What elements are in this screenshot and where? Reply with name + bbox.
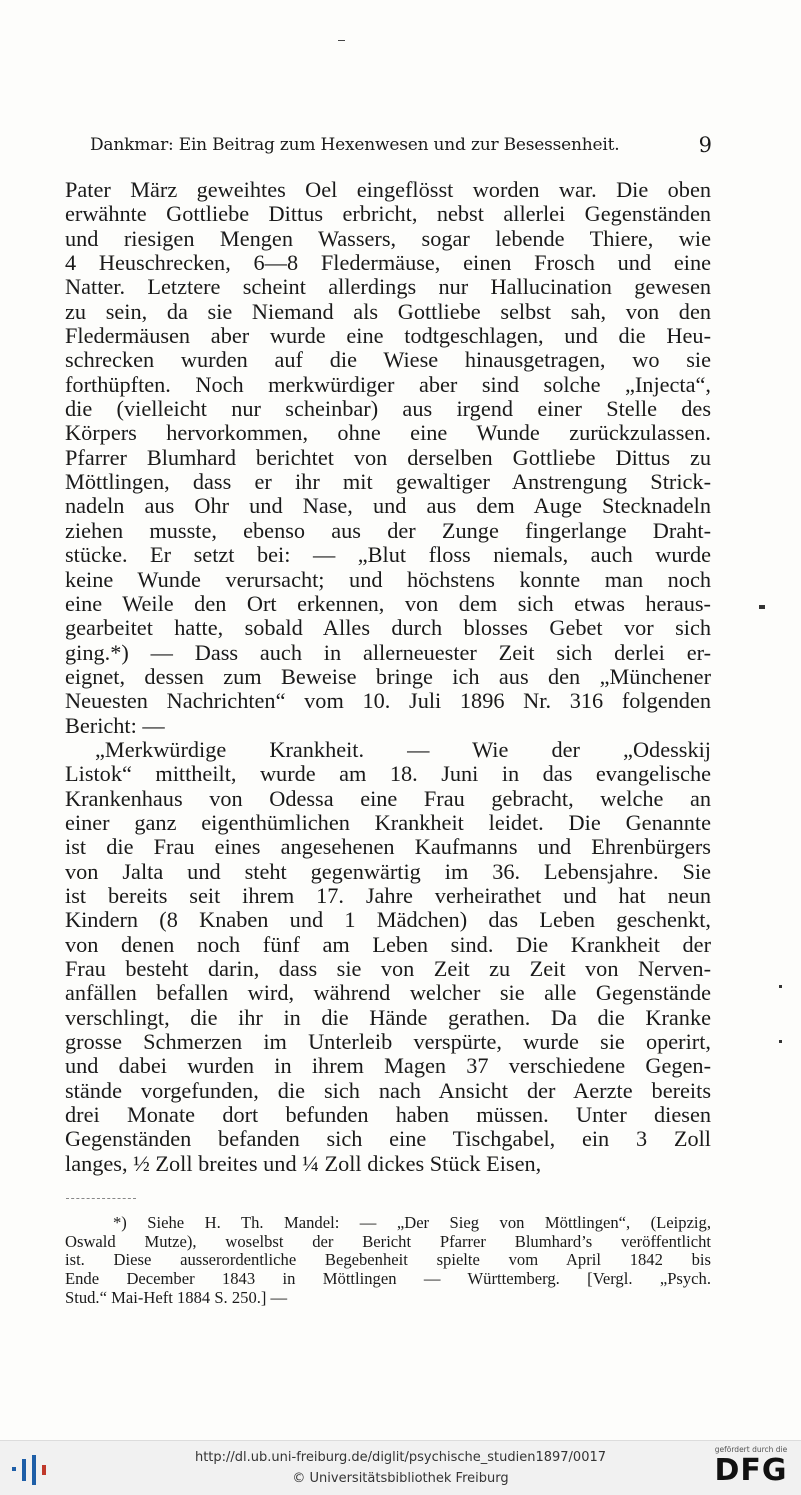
text-line: ist bereits seit ihrem 17. Jahre verheirathet und hat neun [65, 882, 711, 908]
text-line: eignet, dessen zum Beweise bringe ich aus den „Münchener [65, 663, 711, 689]
text-line: zu sein, da sie Niemand als Gottliebe selbst sah, von den [65, 298, 711, 324]
text-line: und riesigen Mengen Wassers, sogar lebende Thiere, wie [65, 225, 711, 251]
dfg-logo-text: DFG [714, 1453, 788, 1488]
margin-mark [779, 1040, 782, 1043]
text-line: ist die Frau eines angesehenen Kaufmanns und Ehrenbürgers [65, 834, 711, 860]
footnote-line: ist. Diese ausserordentliche Begebenheit spielte vom April 1842 bis [65, 1250, 711, 1270]
text-line: Natter. Letztere scheint allerdings nur Hallucination gewesen [65, 274, 711, 300]
text-line: grosse Schmerzen im Unterleib verspürte, wurde sie operirt, [65, 1029, 711, 1055]
text-line: die (vielleicht nur scheinbar) aus irgend einer Stelle des [65, 396, 711, 422]
text-line: von denen noch fünf am Leben sind. Die Krankheit der [65, 931, 711, 957]
body-text [65, 178, 711, 1176]
footnote-separator [66, 1198, 136, 1200]
footnote-line: Ende December 1843 in Möttlingen — Württemberg. [Vergl. „Psych. [65, 1269, 711, 1289]
page-number: 9 [698, 133, 712, 157]
dfg-logo [709, 1445, 793, 1491]
text-line: Gegenständen befanden sich eine Tischgabel, ein 3 Zoll [65, 1126, 711, 1152]
text-line: erwähnte Gottliebe Dittus erbricht, nebst allerlei Gegenständen [65, 201, 711, 227]
text-line: Neuesten Nachrichten“ vom 10. Juli 1896 Nr. 316 folgenden [65, 688, 711, 714]
text-line: nadeln aus Ohr und Nase, und aus dem Auge Stecknadeln [65, 493, 711, 519]
text-line: Körpers hervorkommen, ohne eine Wunde zurückzulassen. [65, 420, 711, 446]
copyright-notice: © Universitätsbibliothek Freiburg [292, 1471, 509, 1486]
viewer-footer [0, 1440, 801, 1495]
scan-mark [338, 40, 345, 41]
text-line: stände vorgefunden, die sich nach Ansicht der Aerzte bereits [65, 1077, 711, 1103]
footnote-line: Stud.“ Mai-Heft 1884 S. 250.] — [65, 1287, 288, 1307]
text-line: langes, ½ Zoll breites und ¼ Zoll dickes Stück Eisen, [65, 1150, 542, 1176]
margin-mark [779, 985, 782, 988]
running-header-title: Dankmar: Ein Beitrag zum Hexenwesen und zur Besessenheit. [90, 135, 620, 155]
text-line: Fledermäusen aber wurde eine todtgeschlagen, und die Heu- [65, 323, 711, 349]
text-line: eine Weile den Ort erkennen, von dem sich etwas heraus- [65, 590, 711, 616]
text-line: Bericht: — [65, 712, 165, 738]
text-line: Pater März geweihtes Oel eingeflösst worden war. Die oben [65, 177, 711, 202]
footnote-line: Oswald Mutze), woselbst der Bericht Pfarrer Blumhard’s veröffentlicht [65, 1231, 711, 1251]
margin-mark [759, 605, 765, 609]
text-line: anfällen befallen wird, während welcher sie alle Gegenstände [65, 980, 711, 1006]
text-line: stücke. Er setzt bei: — „Blut floss niemals, auch wurde [65, 542, 711, 568]
text-line: Frau besteht darin, dass sie von Zeit zu Zeit von Nerven- [65, 956, 711, 981]
footnote-line: *) Siehe H. Th. Mandel: — „Der Sieg von Möttlingen“, (Leipzig, [113, 1213, 711, 1232]
text-line: keine Wunde verursacht; und höchstens konnte man noch [65, 566, 711, 592]
text-line: 4 Heuschrecken, 6—8 Fledermäuse, einen Frosch und eine [65, 250, 711, 276]
text-line: drei Monate dort befunden haben müssen. Unter diesen [65, 1102, 711, 1128]
text-line: von Jalta und steht gegenwärtig im 36. Lebensjahre. Sie [65, 858, 711, 884]
text-line: gearbeitet hatte, sobald Alles durch blosses Gebet vor sich [65, 615, 711, 641]
dfg-caption: gefördert durch die [714, 1445, 788, 1454]
text-line: einer ganz eigenthümlichen Krankheit leidet. Die Genannte [65, 809, 711, 835]
text-line: ging.*) — Dass auch in allerneuester Zeit sich derlei er- [65, 639, 711, 665]
text-line: Listok“ mittheilt, wurde am 18. Juni in das evangelische [65, 761, 711, 787]
text-line: ziehen musste, ebenso aus der Zunge fingerlange Draht- [65, 517, 711, 543]
text-line: schrecken wurden auf die Wiese hinausgetragen, wo sie [65, 347, 711, 373]
text-line: „Merkwürdige Krankheit. — Wie der „Odesskij [95, 736, 711, 762]
document-url[interactable]: http://dl.ub.uni-freiburg.de/diglit/psychische_studien1897/0017 [194, 1450, 607, 1465]
text-line: Kindern (8 Knaben und 1 Mädchen) das Leben geschenkt, [65, 907, 711, 933]
running-header [90, 134, 712, 156]
text-line: Pfarrer Blumhard berichtet von derselben Gottliebe Dittus zu [65, 444, 711, 470]
text-line: forthüpften. Noch merkwürdiger aber sind solche „Injecta“, [65, 371, 711, 397]
footnote [65, 1214, 711, 1308]
text-line: Möttlingen, dass er ihr mit gewaltiger Anstrengung Strick- [65, 469, 711, 495]
text-line: verschlingt, die ihr in die Hände gerathen. Da die Kranke [65, 1004, 711, 1030]
text-line: Krankenhaus von Odessa eine Frau gebracht, welche an [65, 785, 711, 811]
text-line: und dabei wurden in ihrem Magen 37 verschiedene Gegen- [65, 1053, 711, 1079]
